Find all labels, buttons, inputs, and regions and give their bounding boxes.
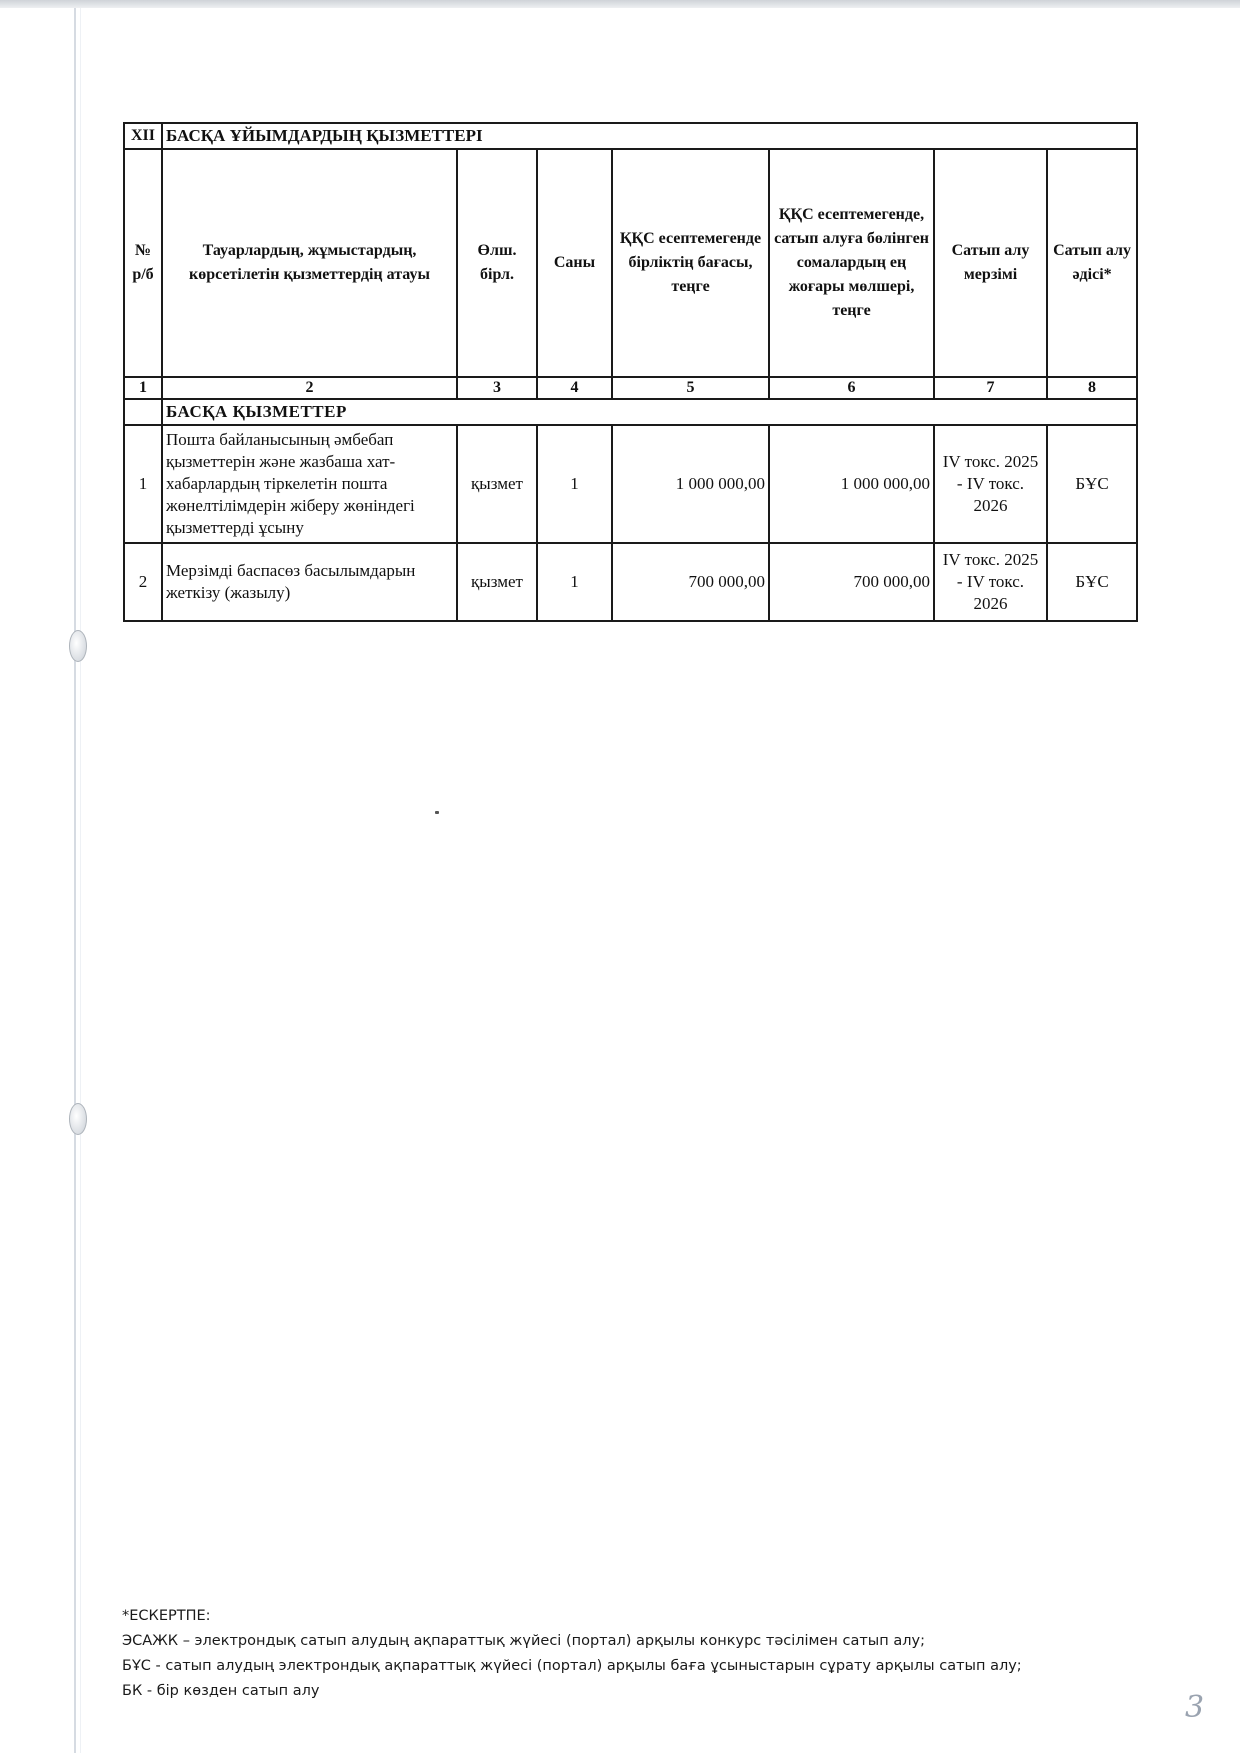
header-quantity: Саны [537, 149, 612, 377]
item-unit: қызмет [457, 425, 537, 543]
item-max-amount: 700 000,00 [769, 543, 934, 621]
header-row-number: № р/б [124, 149, 162, 377]
item-quantity: 1 [537, 425, 612, 543]
header-item-name: Тауарлардың, жұмыстардың, көрсетілетін қызметтердің атауы [162, 149, 457, 377]
scan-speck [435, 811, 439, 814]
category-spacer [124, 399, 162, 425]
footnote [122, 1604, 1122, 1704]
column-index: 5 [612, 377, 769, 399]
section-title: БАСҚА ҰЙЫМДАРДЫҢ ҚЫЗМЕТТЕРІ [162, 123, 1137, 149]
header-unit: Өлш. бірл. [457, 149, 537, 377]
punch-hole-lower [69, 1103, 87, 1135]
item-period: IV токс. 2025 - IV токс. 2026 [934, 543, 1047, 621]
column-index: 6 [769, 377, 934, 399]
column-index: 2 [162, 377, 457, 399]
item-name: Мерзімді баспасөз басылымдарын жеткізу (жазылу) [162, 543, 457, 621]
item-quantity: 1 [537, 543, 612, 621]
header-period: Сатып алу мерзімі [934, 149, 1047, 377]
item-unit-price: 1 000 000,00 [612, 425, 769, 543]
column-index: 1 [124, 377, 162, 399]
table-row [124, 543, 1137, 621]
category-title: БАСҚА ҚЫЗМЕТТЕР [162, 399, 1137, 425]
binder-margin-line [74, 8, 76, 1753]
column-index-row [124, 377, 1137, 399]
scan-top-edge [0, 0, 1240, 8]
footnote-line: БК - бір көзден сатып алу [122, 1683, 320, 1699]
column-index: 8 [1047, 377, 1137, 399]
header-method: Сатып алу әдісі* [1047, 149, 1137, 377]
page-number: 3 [1185, 1690, 1205, 1725]
footnote-line: ЭСАЖК – электрондық сатып алудың ақпараттық жүйесі (портал) арқылы конкурс тәсілімен сатып алу; [122, 1633, 925, 1649]
row-number: 2 [124, 543, 162, 621]
footnote-line: БҰС - сатып алудың электрондық ақпараттық жүйесі (портал) арқылы баға ұсыныстарын сұрату арқылы сатып алу; [122, 1658, 1022, 1674]
header-row [124, 149, 1137, 377]
section-number: XII [124, 123, 162, 149]
header-unit-price: ҚҚС есептемегенде бірліктің бағасы, теңге [612, 149, 769, 377]
item-name: Пошта байланысының әмбебап қызметтерін және жазбаша хат-хабарлардың тіркелетін пошта жөнелтілімдерін жіберу жөніндегі қызметтерді ұсыну [162, 425, 457, 543]
header-max-amount: ҚҚС есептемегенде, сатып алуға бөлінген сомалардың ең жоғары мөлшері, теңге [769, 149, 934, 377]
column-index: 3 [457, 377, 537, 399]
section-row [124, 123, 1137, 149]
binder-margin-line-secondary [80, 8, 81, 1753]
item-max-amount: 1 000 000,00 [769, 425, 934, 543]
item-unit-price: 700 000,00 [612, 543, 769, 621]
punch-hole-upper [69, 630, 87, 662]
item-method: БҰС [1047, 543, 1137, 621]
procurement-plan-table [123, 122, 1138, 622]
item-method: БҰС [1047, 425, 1137, 543]
item-period: IV токс. 2025 - IV токс. 2026 [934, 425, 1047, 543]
row-number: 1 [124, 425, 162, 543]
footnote-title: *ЕСКЕРТПЕ: [122, 1608, 211, 1624]
column-index: 4 [537, 377, 612, 399]
column-index: 7 [934, 377, 1047, 399]
table-row [124, 425, 1137, 543]
category-row [124, 399, 1137, 425]
item-unit: қызмет [457, 543, 537, 621]
